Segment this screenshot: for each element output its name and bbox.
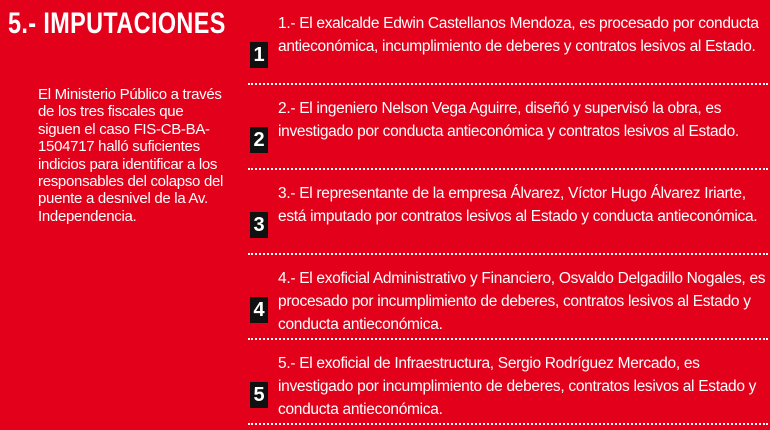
imputation-item	[248, 6, 768, 85]
item-number-badge: 2	[250, 127, 268, 153]
item-text: 5.- El exoficial de Infraestructura, Sergio Rodríguez Mercado, es investigado por incumplimiento de deberes, contratos lesivos al Estado y conducta antieconómica.	[278, 355, 757, 418]
imputation-item	[248, 261, 768, 340]
item-number-badge: 1	[250, 42, 268, 68]
item-number-badge: 4	[250, 297, 268, 323]
item-text: 2.- El ingeniero Nelson Vega Aguirre, diseñó y supervisó la obra, es investigado por conducta antieconómica y contratos lesivos al Estado.	[278, 100, 739, 140]
imputation-item	[248, 176, 768, 255]
item-text: 4.- El exoficial Administrativo y Financiero, Osvaldo Delgadillo Nogales, es procesado por incumplimiento de deberes, contratos lesivos al Estado y conducta antieconómica.	[278, 270, 766, 333]
imputation-item	[248, 346, 768, 425]
imputation-item	[248, 91, 768, 170]
item-text: 1.- El exalcalde Edwin Castellanos Mendoza, es procesado por conducta antieconómica, incumplimiento de deberes y contratos lesivos al Estado.	[278, 15, 759, 55]
item-number-badge: 5	[250, 382, 268, 408]
item-text: 3.- El representante de la empresa Álvarez, Víctor Hugo Álvarez Iriarte, está imputado por contratos lesivos al Estado y conducta antieconómica.	[278, 185, 758, 225]
intro-paragraph: El Ministerio Público a través de los tres fiscales que siguen el caso FIS-CB-BA-1504717 halló suficientes indicios para identificar a los responsables del colapso del puente a desnivel de la Av. Independencia.	[38, 86, 224, 225]
imputations-list	[248, 6, 768, 425]
section-title: 5.- IMPUTACIONES	[8, 7, 226, 40]
item-number-badge: 3	[250, 212, 268, 238]
